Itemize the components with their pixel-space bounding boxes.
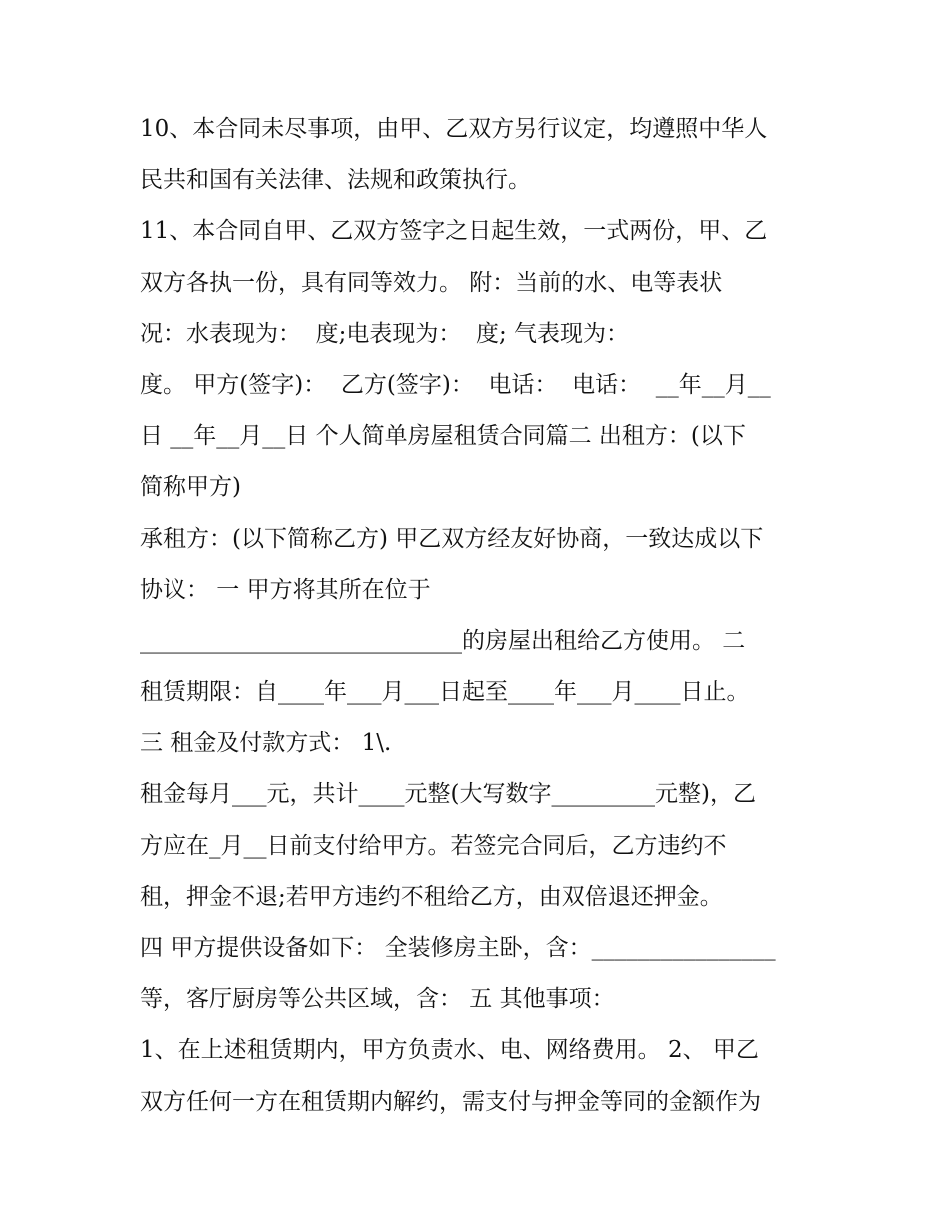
text-line: 双方任何一方在租赁期内解约，需支付与押金等同的金额作为	[140, 1088, 761, 1115]
text-line: 租金每月___元，共计____元整(大写数字_________元整)，乙	[140, 781, 756, 808]
text-line: 方应在_月__日前支付给甲方。若签完合同后，乙方违约不	[140, 832, 727, 859]
text-line: 等，客厅厨房等公共区域，含： 五 其他事项：	[140, 986, 615, 1013]
text-line: 承租方：(以下简称乙方) 甲乙双方经友好协商，一致达成以下	[140, 525, 764, 552]
text-line: 民共和国有关法律、法规和政策执行。	[140, 167, 531, 194]
text-line: 10、本合同未尽事项，由甲、乙双方另行议定，均遵照中华人	[140, 116, 768, 142]
text-line: 四 甲方提供设备如下： 全装修房主卧，含：________________	[140, 935, 776, 961]
text-line: ____________________________的房屋出租给乙方使用。 二	[140, 627, 746, 654]
text-line: 1、在上述租赁期内，甲方负责水、电、网络费用。 2、 甲乙	[140, 1037, 759, 1064]
text-line: 度。 甲方(签字)： 乙方(签字)： 电话： 电话： __年__月__	[140, 371, 771, 398]
text-line: 协议： 一 甲方将其所在位于	[140, 576, 431, 603]
text-line: 11、本合同自甲、乙双方签字之日起生效，一式两份，甲、乙	[140, 218, 768, 245]
text-line: 日 __年__月__日 个人简单房屋租赁合同篇二 出租方：(以下	[140, 423, 746, 450]
text-line: 三 租金及付款方式： 1\.	[140, 730, 392, 757]
text-line: 双方各执一份，具有同等效力。 附：当前的水、电等表状	[140, 269, 723, 296]
contract-text	[140, 104, 820, 1128]
text-line: 租赁期限：自____年___月___日起至____年___月____日止。	[140, 679, 750, 706]
text-line: 租，押金不退;若甲方违约不租给乙方，由双倍退还押金。	[140, 883, 723, 910]
text-line: 简称甲方)	[140, 474, 241, 501]
text-line: 况：水表现为： 度;电表现为： 度; 气表现为：	[140, 320, 630, 347]
